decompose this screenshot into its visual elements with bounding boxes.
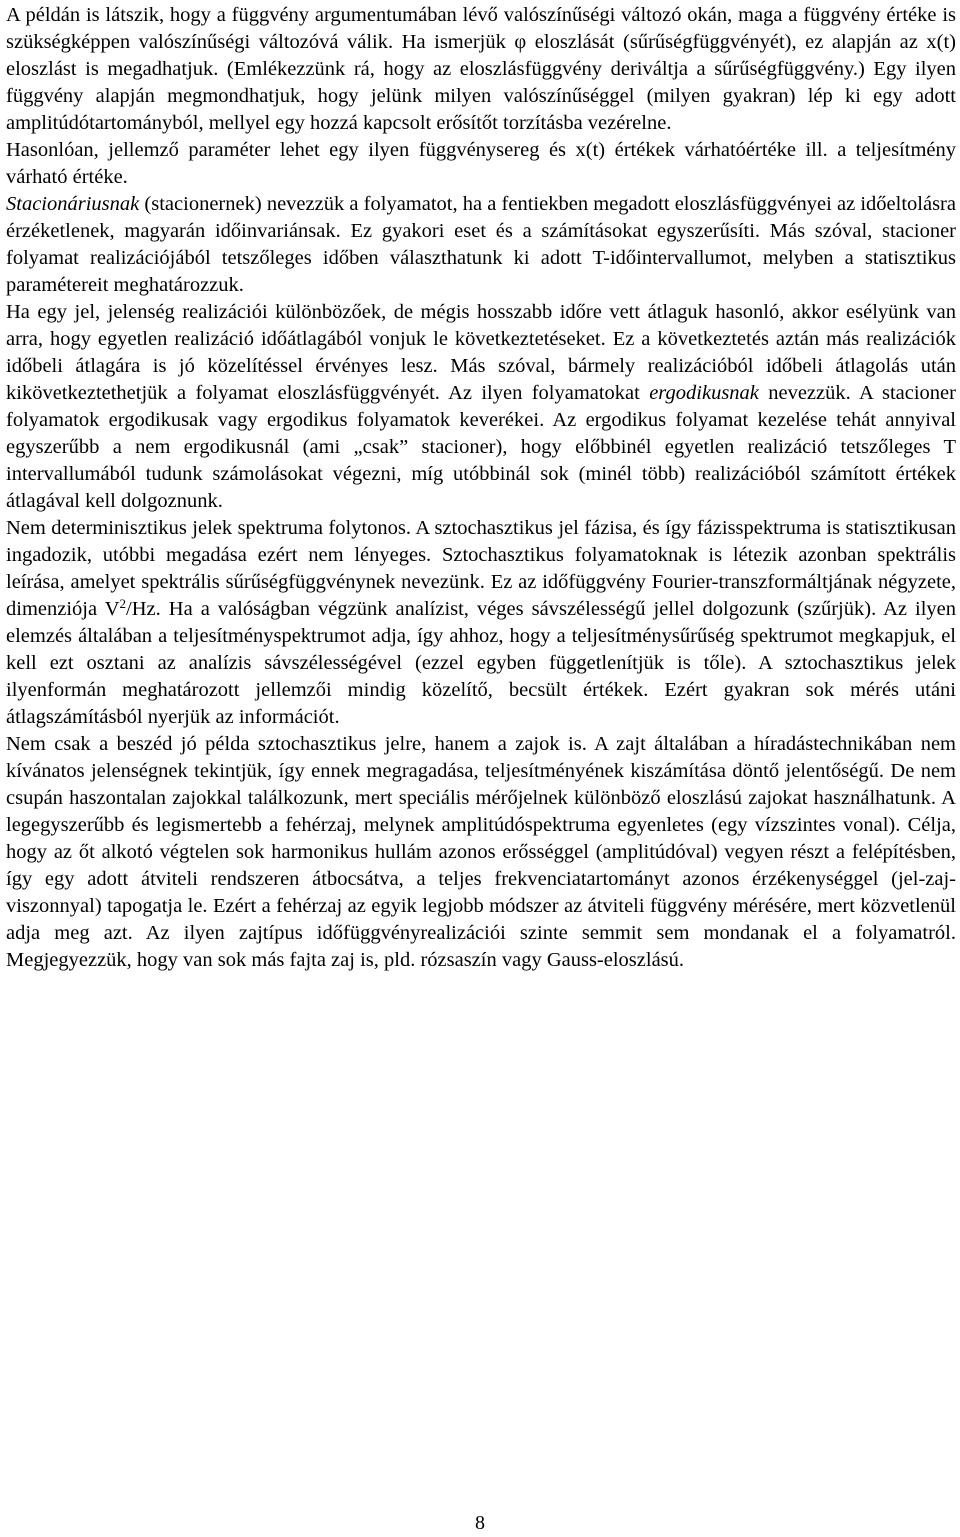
- paragraph-text-after: nevezzük. A stacioner folyamatok ergodikusak vagy ergodikus folyamatok keverékei. Az ergodikus folyamat kezelése tehát annyival egyszerűbb a nem ergodikusnál (ami „csak” stacioner), hogy előbbinél egyetlen realizáció tetszőleges T intervallumából tudunk számolásokat végezni, míg utóbbinál sok (minél több) realizációból számított értékek átlagával kell dolgoznunk.: [6, 382, 956, 512]
- paragraph-text: (stacionernek) nevezzük a folyamatot, ha a fentiekben megadott eloszlásfüggvényei az időeltolásra érzéketlenek, magyarán időinvariánsak. Ez gyakori eset és a számításokat egyszerűsíti. Más szóval, stacioner folyamat realizációjából tetszőleges időben választhatunk ki adott T-időintervallumot, melyben a statisztikus paramétereit meghatározzuk.: [6, 193, 956, 296]
- paragraph-text: Nem csak a beszéd jó példa sztochasztikus jelre, hanem a zajok is. A zajt általában a híradástechnikában nem kívánatos jelenségnek tekintjük, így ennek megragadása, teljesítményének kiszámítása döntő jelentőségű. De nem csupán haszontalan zajokkal találkozunk, mert speciális mérőjelnek különböző eloszlású zajokat használhatunk. A legegyszerűbb és legismertebb a fehérzaj, melynek amplitúdóspektruma egyenletes (egy vízszintes vonal). Célja, hogy az őt alkotó végtelen sok harmonikus hullám azonos erősséggel (amplitúdóval) vegyen részt a felépítésben, így egy adott átviteli rendszeren átbocsátva, a teljes frekvenciatartományt azonos érzékenységgel (jel-zaj-viszonnyal) tapogatja le. Ezért a fehérzaj az egyik legjobb módszer az átviteli függvény mérésére, mert közvetlenül adja meg azt. Az ilyen zajtípus időfüggvényrealizációi szinte semmit sem mondanak el a folyamatról. Megjegyezzük, hogy van sok más fajta zaj is, pld. rózsaszín vagy Gauss-eloszlású.: [6, 733, 956, 971]
- paragraph-ergodic: [6, 299, 956, 515]
- paragraph-parameters: [6, 137, 956, 191]
- paragraph-noise: [6, 731, 956, 974]
- paragraph-spectrum: [6, 515, 956, 731]
- paragraph-text-before: Ha egy jel, jelenség realizációi különbözőek, de mégis hosszabb időre vett átlaguk hasonló, akkor esélyünk van arra, hogy egyetlen realizáció időátlagából vonjuk le következtetéseket. Ez a következtetés aztán más realizációk időbeli átlagára is jó közelítéssel érvényes lesz. Más szóval, bármely realizációból időbeli átlagolás után kikövetkeztethetjük a folyamat eloszlásfüggvényét. Az ilyen folyamatokat: [6, 301, 956, 404]
- paragraph-text-after: /Hz. Ha a valóságban végzünk analízist, véges sávszélességű jellel dolgozunk (szűrjük). Az ilyen elemzés általában a teljesítményspektrumot adja, így ahhoz, hogy a teljesítménysűrűség spektrumot megkapjuk, el kell ezt osztani az analízis sávszélességével (ezzel egyben függetlenítjük is tőle). A sztochasztikus jelek ilyenformán meghatározott jellemzői mindig közelítő, becsült értékek. Ezért gyakran sok mérés utáni átlagszámításból nyerjük az információt.: [6, 598, 956, 728]
- body-text: [6, 2, 956, 974]
- term-stationary: Stacionáriusnak: [6, 193, 140, 215]
- paragraph-text-before: Nem determinisztikus jelek spektruma folytonos. A sztochasztikus jel fázisa, és így fázisspektruma is statisztikusan ingadozik, utóbbi megadása ezért nem lényeges. Sztochasztikus folyamatoknak is létezik azonban spektrális leírása, amelyet spektrális sűrűségfüggvénynek nevezünk. Ez az időfüggvény Fourier-transzformáltjának négyzete, dimenziója V: [6, 517, 956, 620]
- paragraph-distribution: [6, 2, 956, 137]
- page-number: 8: [475, 1512, 485, 1534]
- paragraph-text: Hasonlóan, jellemző paraméter lehet egy ilyen függvénysereg és x(t) értékek várhatóértéke ill. a teljesítmény várható értéke.: [6, 139, 956, 188]
- paragraph-text: A példán is látszik, hogy a függvény argumentumában lévő valószínűségi változó okán, maga a függvény értéke is szükségképpen valószínűségi változóvá válik. Ha ismerjük φ eloszlását (sűrűségfüggvényét), ez alapján az x(t) eloszlást is megadhatjuk. (Emlékezzünk rá, hogy az eloszlásfüggvény deriváltja a sűrűségfüggvény.) Egy ilyen függvény alapján megmondhatjuk, hogy jelünk milyen valószínűséggel (milyen gyakran) lép ki egy adott amplitúdótartományból, mellyel egy hozzá kapcsolt erősítőt torzításba vezérelne.: [6, 4, 956, 134]
- paragraph-stationary: [6, 191, 956, 299]
- superscript-exponent: 2: [119, 596, 127, 611]
- term-ergodic: ergodikusnak: [649, 382, 759, 404]
